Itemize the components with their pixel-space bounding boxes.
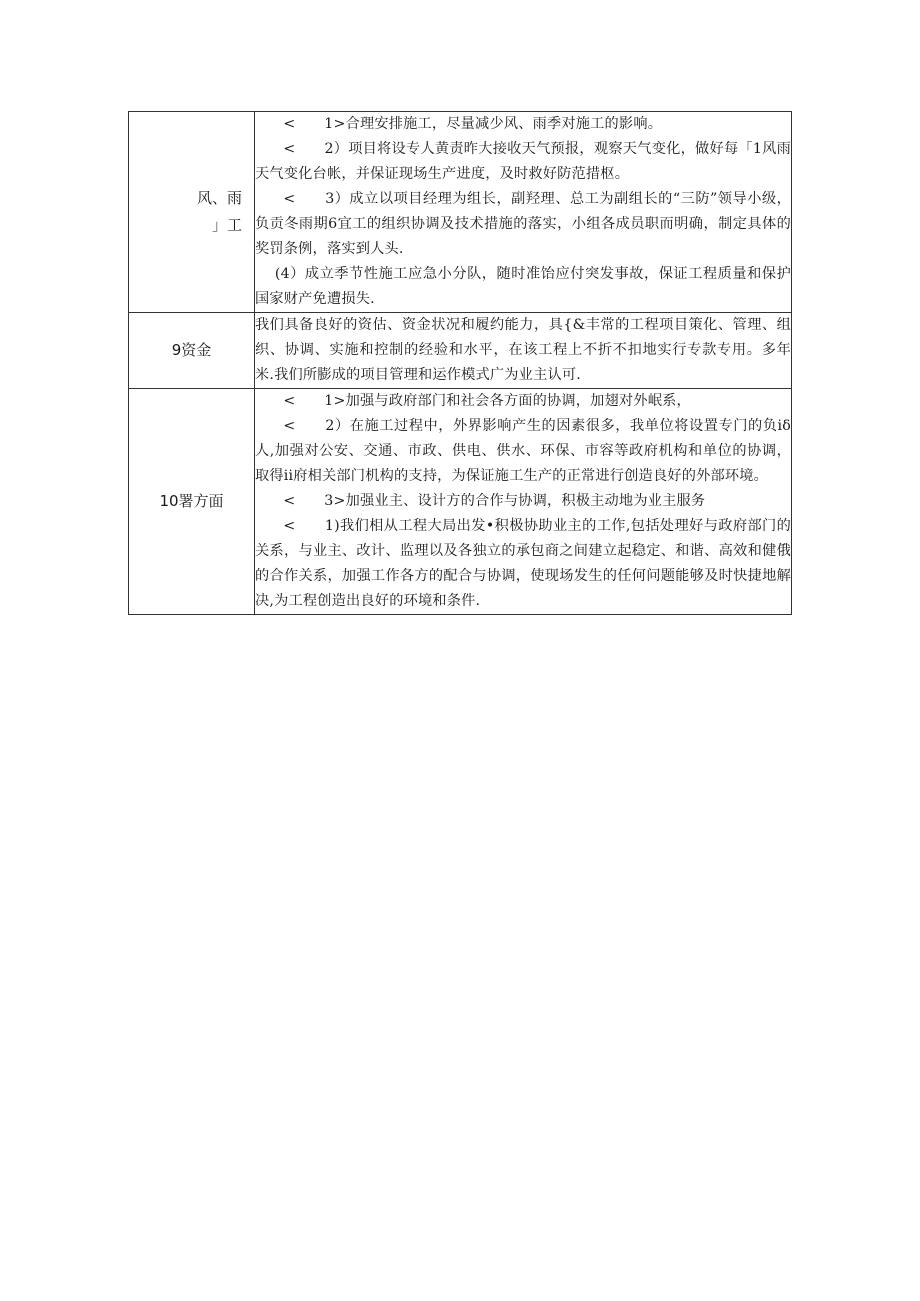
measures-table [128,111,792,615]
row-label-funds: 9资金 [129,313,255,389]
content-paragraph: < 2）项目将设专人黄责昨大接收天气预报，观察天气变化，做好每「1风雨天气变化台帐，并保证现场生产进度，及时救好防范措枢。 [255,141,791,182]
content-paragraph: 我们具备良好的资估、资金状况和履约能力，具{&丰常的工程项目策化、管理、组织、协调、实施和控制的经验和水平，在该工程上不折不扣地实行专款专用。多年米.我们所膨成的项目管理和运作模式广为业主认可. [255,317,791,383]
content-paragraph: (4）成立季节性施工应急小分队，随时准饴应付突发事故，保证工程质量和保护国家财产免遭损失. [255,266,791,307]
content-paragraph: < 1>合理安排施工，尽量减少风、雨季对施工的影响。 [283,116,663,132]
content-paragraph: < 3>加强业主、设计方的合作与协调，积极主动地为业主服务 [283,493,706,509]
row-label-line: 风、雨 [196,189,242,207]
table-row-coordination [129,389,792,615]
row-content-coordination [255,389,792,615]
content-paragraph: < 1)我们相从工程大局出发•积极协助业主的工作,包括处理好与政府部门的关系，与业主、改计、监理以及各独立的承包商之间建立起稳定、和谐、高效和健俄的合作关系，加强工作各方的配合与协调，使现场发生的任何问题能够及时快捷地解决,为工程创造出良好的环境和条件. [255,518,791,609]
table-row-wind-rain [129,112,792,313]
row-label-line: 」工 [211,216,242,234]
row-label-coordination: 10署方面 [129,389,255,615]
content-paragraph: < 2）在施工过程中，外界影响产生的因素很多，我单位将设置专门的负iδ人,加强对公安、交通、市政、供电、供水、环保、市容等政府机构和单位的协调，取得ii府相关部门机构的支持，为保证施工生产的正常进行创造良好的外部环境。 [255,418,791,484]
row-content-funds [255,313,792,389]
row-content-wind-rain [255,112,792,313]
content-paragraph: < 1>加强与政府部门和社会各方面的协调，加翅对外岷系， [283,393,691,409]
row-label-wind-rain [129,112,255,313]
content-paragraph: < 3）成立以项目经理为组长，副羟理、总工为副组长的“三防”领导小级，负贡冬雨期6宜工的组织协调及技术措施的落实，小组各成员职而明确，制定具体的奖罚条例，落实到人头. [255,191,791,257]
table-row-funds [129,313,792,389]
